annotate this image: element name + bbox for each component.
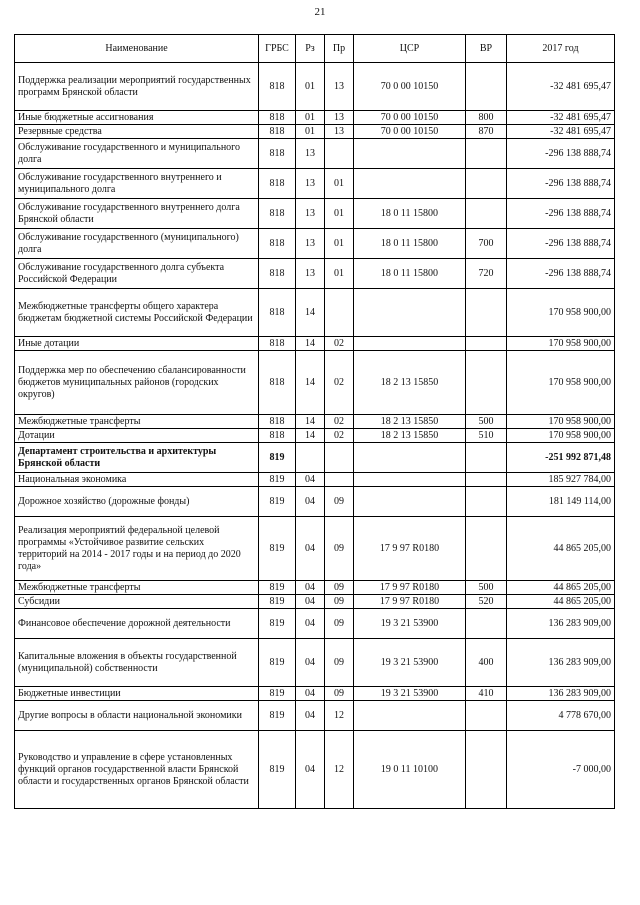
cell-csr: 18 2 13 15850 — [354, 415, 466, 429]
cell-pr: 12 — [325, 701, 354, 731]
cell-name: Поддержка реализации мероприятий государственных программ Брянской области — [15, 63, 259, 111]
table-row — [15, 415, 615, 429]
cell-rz: 01 — [296, 125, 325, 139]
cell-vr — [466, 473, 507, 487]
cell-vr — [466, 351, 507, 415]
table-row — [15, 639, 615, 687]
header-rz: Рз — [296, 35, 325, 63]
header-grbs: ГРБС — [259, 35, 296, 63]
cell-rz: 14 — [296, 351, 325, 415]
cell-grbs: 818 — [259, 169, 296, 199]
header-year: 2017 год — [507, 35, 615, 63]
cell-vr — [466, 289, 507, 337]
cell-pr: 12 — [325, 731, 354, 809]
cell-name: Межбюджетные трансферты общего характера бюджетам бюджетной системы Российской Федерации — [15, 289, 259, 337]
cell-pr: 13 — [325, 63, 354, 111]
cell-name: Бюджетные инвестиции — [15, 687, 259, 701]
table-row — [15, 473, 615, 487]
cell-csr — [354, 169, 466, 199]
table-row — [15, 199, 615, 229]
budget-table — [14, 34, 615, 809]
table-row — [15, 111, 615, 125]
cell-amount: -32 481 695,47 — [507, 125, 615, 139]
cell-rz: 14 — [296, 429, 325, 443]
cell-name: Резервные средства — [15, 125, 259, 139]
cell-amount: 44 865 205,00 — [507, 581, 615, 595]
table-body — [15, 63, 615, 809]
cell-rz: 04 — [296, 609, 325, 639]
cell-csr — [354, 473, 466, 487]
cell-pr: 09 — [325, 639, 354, 687]
cell-amount: -251 992 871,48 — [507, 443, 615, 473]
cell-grbs: 818 — [259, 337, 296, 351]
cell-amount: 170 958 900,00 — [507, 289, 615, 337]
cell-grbs: 818 — [259, 111, 296, 125]
cell-grbs: 818 — [259, 63, 296, 111]
cell-amount: 136 283 909,00 — [507, 687, 615, 701]
cell-vr — [466, 487, 507, 517]
cell-grbs: 818 — [259, 289, 296, 337]
cell-amount: 170 958 900,00 — [507, 429, 615, 443]
cell-name: Межбюджетные трансферты — [15, 415, 259, 429]
cell-name: Другие вопросы в области национальной экономики — [15, 701, 259, 731]
cell-name: Обслуживание государственного и муниципального долга — [15, 139, 259, 169]
cell-csr: 18 2 13 15850 — [354, 351, 466, 415]
cell-name: Межбюджетные трансферты — [15, 581, 259, 595]
cell-csr — [354, 139, 466, 169]
cell-grbs: 818 — [259, 199, 296, 229]
cell-rz: 13 — [296, 169, 325, 199]
cell-vr: 500 — [466, 581, 507, 595]
cell-rz: 14 — [296, 415, 325, 429]
cell-amount: -296 138 888,74 — [507, 169, 615, 199]
cell-vr — [466, 337, 507, 351]
table-row — [15, 609, 615, 639]
cell-name: Реализация мероприятий федеральной целевой программы «Устойчивое развитие сельских территорий на 2014 - 2017 годы и на период до 2020 года» — [15, 517, 259, 581]
cell-pr: 01 — [325, 229, 354, 259]
cell-grbs: 818 — [259, 229, 296, 259]
table-row — [15, 351, 615, 415]
cell-pr: 01 — [325, 199, 354, 229]
cell-vr: 520 — [466, 595, 507, 609]
cell-rz: 04 — [296, 473, 325, 487]
cell-name: Департамент строительства и архитектуры Брянской области — [15, 443, 259, 473]
cell-rz: 13 — [296, 229, 325, 259]
cell-csr: 19 3 21 53900 — [354, 609, 466, 639]
cell-csr — [354, 443, 466, 473]
cell-name: Обслуживание государственного долга субъекта Российской Федерации — [15, 259, 259, 289]
cell-pr: 01 — [325, 169, 354, 199]
cell-grbs: 819 — [259, 687, 296, 701]
cell-amount: 136 283 909,00 — [507, 639, 615, 687]
cell-grbs: 819 — [259, 639, 296, 687]
cell-name: Обслуживание государственного внутреннего долга Брянской области — [15, 199, 259, 229]
cell-vr — [466, 63, 507, 111]
table-header-row — [15, 35, 615, 63]
table-row — [15, 125, 615, 139]
table-row — [15, 487, 615, 517]
table-row — [15, 169, 615, 199]
cell-csr: 70 0 00 10150 — [354, 111, 466, 125]
cell-grbs: 818 — [259, 259, 296, 289]
cell-amount: -296 138 888,74 — [507, 139, 615, 169]
cell-name: Обслуживание государственного (муниципального) долга — [15, 229, 259, 259]
cell-csr: 18 0 11 15800 — [354, 199, 466, 229]
cell-pr: 09 — [325, 687, 354, 701]
cell-name: Иные дотации — [15, 337, 259, 351]
table-row — [15, 517, 615, 581]
cell-grbs: 819 — [259, 595, 296, 609]
cell-pr — [325, 473, 354, 487]
cell-name: Обслуживание государственного внутреннего и муниципального долга — [15, 169, 259, 199]
cell-grbs: 819 — [259, 609, 296, 639]
cell-csr: 70 0 00 10150 — [354, 125, 466, 139]
cell-csr: 17 9 97 R0180 — [354, 595, 466, 609]
table-row — [15, 443, 615, 473]
cell-csr — [354, 487, 466, 517]
cell-name: Руководство и управление в сфере установленных функций органов государственной власти Брянской области и государственных органов Брянской области — [15, 731, 259, 809]
cell-pr: 09 — [325, 487, 354, 517]
cell-vr — [466, 731, 507, 809]
cell-amount: -7 000,00 — [507, 731, 615, 809]
cell-name: Иные бюджетные ассигнования — [15, 111, 259, 125]
cell-amount: -296 138 888,74 — [507, 259, 615, 289]
cell-grbs: 819 — [259, 487, 296, 517]
cell-vr: 720 — [466, 259, 507, 289]
cell-vr — [466, 139, 507, 169]
table-row — [15, 701, 615, 731]
cell-grbs: 818 — [259, 415, 296, 429]
cell-csr: 18 0 11 15800 — [354, 259, 466, 289]
cell-pr: 02 — [325, 337, 354, 351]
cell-pr — [325, 289, 354, 337]
cell-rz: 01 — [296, 63, 325, 111]
cell-amount: -32 481 695,47 — [507, 63, 615, 111]
cell-rz: 04 — [296, 687, 325, 701]
cell-amount: -296 138 888,74 — [507, 199, 615, 229]
cell-vr: 410 — [466, 687, 507, 701]
cell-name: Национальная экономика — [15, 473, 259, 487]
cell-pr — [325, 443, 354, 473]
cell-vr: 700 — [466, 229, 507, 259]
cell-grbs: 819 — [259, 473, 296, 487]
cell-rz: 04 — [296, 595, 325, 609]
cell-rz: 13 — [296, 139, 325, 169]
cell-vr: 400 — [466, 639, 507, 687]
cell-rz — [296, 443, 325, 473]
header-vr: ВР — [466, 35, 507, 63]
cell-name: Дорожное хозяйство (дорожные фонды) — [15, 487, 259, 517]
cell-name: Поддержка мер по обеспечению сбалансированности бюджетов муниципальных районов (городских округов) — [15, 351, 259, 415]
cell-csr: 17 9 97 R0180 — [354, 517, 466, 581]
cell-csr: 19 0 11 10100 — [354, 731, 466, 809]
cell-amount: 170 958 900,00 — [507, 337, 615, 351]
cell-csr: 19 3 21 53900 — [354, 639, 466, 687]
cell-pr: 09 — [325, 517, 354, 581]
cell-rz: 13 — [296, 259, 325, 289]
table-row — [15, 731, 615, 809]
table-row — [15, 687, 615, 701]
cell-grbs: 819 — [259, 443, 296, 473]
cell-rz: 04 — [296, 487, 325, 517]
table-row — [15, 429, 615, 443]
cell-grbs: 819 — [259, 701, 296, 731]
cell-amount: 170 958 900,00 — [507, 415, 615, 429]
cell-amount: -296 138 888,74 — [507, 229, 615, 259]
cell-vr: 500 — [466, 415, 507, 429]
cell-rz: 04 — [296, 701, 325, 731]
cell-csr: 17 9 97 R0180 — [354, 581, 466, 595]
table-row — [15, 63, 615, 111]
cell-name: Финансовое обеспечение дорожной деятельности — [15, 609, 259, 639]
table-row — [15, 337, 615, 351]
cell-grbs: 818 — [259, 125, 296, 139]
cell-pr: 09 — [325, 581, 354, 595]
table-row — [15, 289, 615, 337]
cell-name: Капитальные вложения в объекты государственной (муниципальной) собственности — [15, 639, 259, 687]
cell-amount: 4 778 670,00 — [507, 701, 615, 731]
cell-rz: 14 — [296, 289, 325, 337]
cell-csr: 19 3 21 53900 — [354, 687, 466, 701]
cell-rz: 04 — [296, 639, 325, 687]
cell-grbs: 819 — [259, 731, 296, 809]
cell-vr — [466, 199, 507, 229]
cell-csr: 70 0 00 10150 — [354, 63, 466, 111]
table-row — [15, 259, 615, 289]
cell-grbs: 818 — [259, 351, 296, 415]
cell-rz: 01 — [296, 111, 325, 125]
header-csr: ЦСР — [354, 35, 466, 63]
cell-csr: 18 0 11 15800 — [354, 229, 466, 259]
cell-pr: 02 — [325, 351, 354, 415]
cell-grbs: 819 — [259, 581, 296, 595]
cell-amount: 44 865 205,00 — [507, 595, 615, 609]
cell-csr — [354, 337, 466, 351]
cell-pr: 02 — [325, 415, 354, 429]
cell-vr — [466, 609, 507, 639]
header-name: Наименование — [15, 35, 259, 63]
cell-rz: 04 — [296, 581, 325, 595]
cell-pr: 13 — [325, 125, 354, 139]
cell-vr: 510 — [466, 429, 507, 443]
cell-name: Дотации — [15, 429, 259, 443]
table-row — [15, 229, 615, 259]
cell-amount: 181 149 114,00 — [507, 487, 615, 517]
cell-vr: 800 — [466, 111, 507, 125]
header-pr: Пр — [325, 35, 354, 63]
cell-csr — [354, 289, 466, 337]
table-row — [15, 139, 615, 169]
cell-amount: 136 283 909,00 — [507, 609, 615, 639]
cell-csr: 18 2 13 15850 — [354, 429, 466, 443]
cell-pr — [325, 139, 354, 169]
cell-grbs: 819 — [259, 517, 296, 581]
cell-amount: 44 865 205,00 — [507, 517, 615, 581]
table-row — [15, 595, 615, 609]
cell-vr — [466, 701, 507, 731]
cell-grbs: 818 — [259, 139, 296, 169]
cell-pr: 02 — [325, 429, 354, 443]
cell-vr: 870 — [466, 125, 507, 139]
cell-rz: 04 — [296, 517, 325, 581]
cell-grbs: 818 — [259, 429, 296, 443]
cell-vr — [466, 517, 507, 581]
cell-name: Субсидии — [15, 595, 259, 609]
table-row — [15, 581, 615, 595]
cell-rz: 14 — [296, 337, 325, 351]
cell-amount: 185 927 784,00 — [507, 473, 615, 487]
cell-rz: 13 — [296, 199, 325, 229]
cell-csr — [354, 701, 466, 731]
cell-vr — [466, 169, 507, 199]
cell-rz: 04 — [296, 731, 325, 809]
cell-vr — [466, 443, 507, 473]
cell-pr: 09 — [325, 609, 354, 639]
cell-pr: 09 — [325, 595, 354, 609]
cell-pr: 01 — [325, 259, 354, 289]
cell-amount: -32 481 695,47 — [507, 111, 615, 125]
page-number: 21 — [314, 6, 326, 18]
cell-amount: 170 958 900,00 — [507, 351, 615, 415]
cell-pr: 13 — [325, 111, 354, 125]
